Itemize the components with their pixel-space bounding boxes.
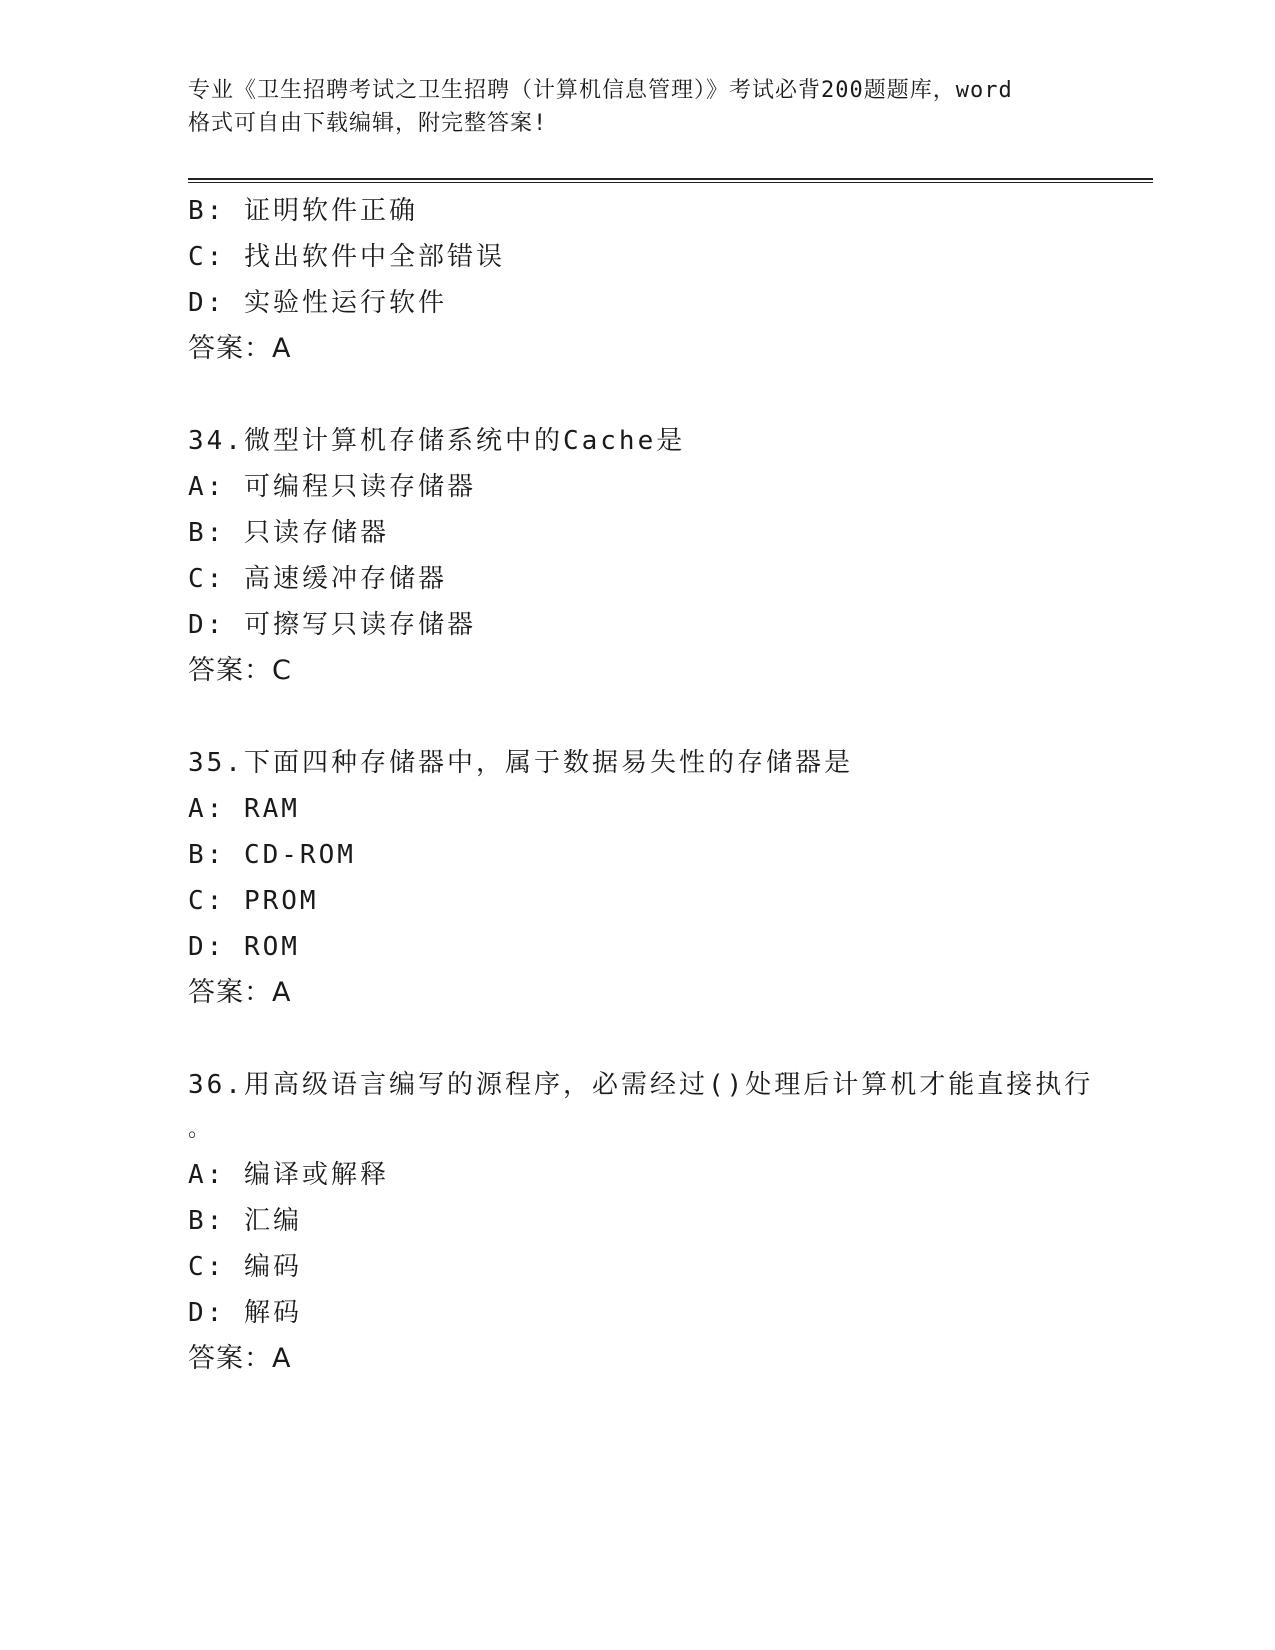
answer: 答案：A xyxy=(188,333,292,364)
option-b: B: CD-ROM xyxy=(188,840,356,870)
option-d: D: 解码 xyxy=(188,1298,302,1328)
question-35 xyxy=(188,740,1153,1016)
answer: 答案：C xyxy=(188,655,292,686)
question-34 xyxy=(188,418,1153,694)
option-b: B: 证明软件正确 xyxy=(188,196,418,226)
question-text-main: 36.用高级语言编写的源程序，必需经过()处理后计算机才能直接执行 xyxy=(188,1070,1094,1100)
question-36 xyxy=(188,1062,1153,1382)
option-c: C: 找出软件中全部错误 xyxy=(188,242,505,272)
option-c: C: PROM xyxy=(188,886,319,916)
question-text xyxy=(188,1062,1153,1152)
option-a: A: RAM xyxy=(188,794,300,824)
header-title-line-2: 格式可自由下载编辑，附完整答案! xyxy=(188,111,548,136)
answer: 答案：A xyxy=(188,977,292,1008)
option-d: D: 实验性运行软件 xyxy=(188,288,447,318)
question-text: 34.微型计算机存储系统中的Cache是 xyxy=(188,426,686,456)
answer: 答案：A xyxy=(188,1343,292,1374)
question-text: 35.下面四种存储器中，属于数据易失性的存储器是 xyxy=(188,748,853,778)
question-text-continuation: 。 xyxy=(188,1117,214,1142)
option-d: D: ROM xyxy=(188,932,300,962)
question-list xyxy=(188,188,1153,1382)
option-c: C: 高速缓冲存储器 xyxy=(188,564,447,594)
option-a: A: 编译或解释 xyxy=(188,1160,389,1190)
document-header xyxy=(188,74,1088,140)
option-c: C: 编码 xyxy=(188,1252,302,1282)
option-a: A: 可编程只读存储器 xyxy=(188,472,476,502)
header-title-line-1: 专业《卫生招聘考试之卫生招聘（计算机信息管理）》考试必背200题题库，word xyxy=(188,78,1013,103)
option-b: B: 只读存储器 xyxy=(188,518,389,548)
question-33-continued xyxy=(188,188,1153,372)
header-divider xyxy=(188,178,1153,183)
option-b: B: 汇编 xyxy=(188,1206,302,1236)
option-d: D: 可擦写只读存储器 xyxy=(188,610,476,640)
